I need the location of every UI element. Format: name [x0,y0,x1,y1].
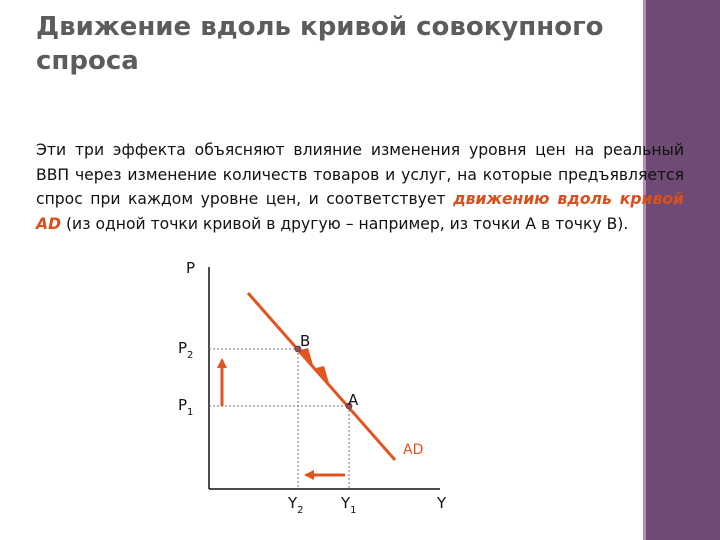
paragraph-text-after: (из одной точки кривой в другую – например, из точки А в точку В). [61,214,629,233]
label-y1: $Y_1$ [341,494,357,516]
axis-label-y: Y [437,494,447,512]
label-ad-curve: AD [403,442,424,458]
label-point-b: B [300,332,311,350]
label-p2: $P_2$ [178,339,194,361]
paragraph-highlight: движению вдоль кривой AD [36,190,684,233]
label-p1: $P_1$ [178,396,194,418]
ad-curve [248,293,395,460]
paragraph-text-before: Эти три эффекта объясняют влияние изменения уровня цен на реальный ВВП через изменение количеств товаров и услуг, на которые предъявляется спрос при каждом уровне цен, и соответствует [36,141,684,208]
title-line-1: Движение вдоль кривой совокупного [36,12,604,42]
title-line-2: спроса [36,46,139,76]
label-y2: $Y_2$ [288,494,304,516]
label-point-a: A [348,391,359,409]
axis-label-p: P [186,259,196,277]
